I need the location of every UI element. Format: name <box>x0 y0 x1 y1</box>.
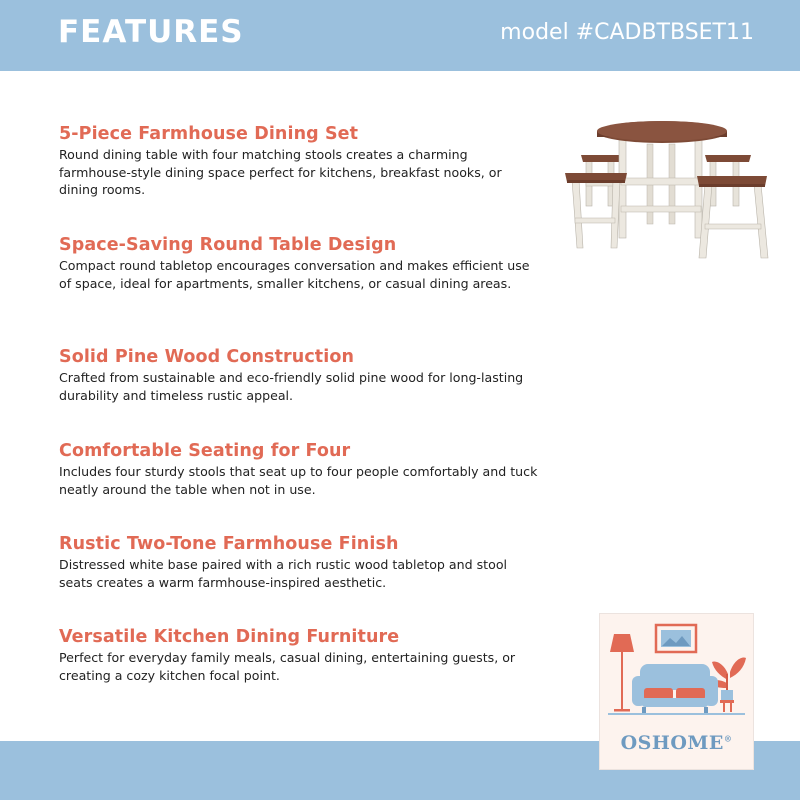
feature-description: Round dining table with four matching stools creates a charming farmhouse-style dining space perfect for kitchens, breakfast nooks, or dining rooms. <box>59 147 502 197</box>
model-number: model #CADBTBSET11 <box>500 20 754 45</box>
dining-set-image <box>555 120 787 270</box>
brand-logo <box>599 613 754 770</box>
feature-item <box>59 534 539 591</box>
registered-mark: ® <box>723 733 733 744</box>
feature-title: Comfortable Seating for Four <box>59 441 351 461</box>
feature-description: Perfect for everyday family meals, casual dining, entertaining guests, or creating a cozy kitchen focal point. <box>59 650 516 683</box>
feature-title: Rustic Two-Tone Farmhouse Finish <box>59 534 399 554</box>
brand-name <box>600 732 753 754</box>
feature-description: Crafted from sustainable and eco-friendly solid pine wood for long-lasting durability and timeless rustic appeal. <box>59 370 524 403</box>
brand-name-text: OSHOME <box>620 732 724 754</box>
feature-item <box>59 235 539 292</box>
stool-front-right <box>697 176 768 258</box>
feature-item <box>59 441 539 498</box>
feature-description: Distressed white base paired with a rich rustic wood tabletop and stool seats creates a warm farmhouse-inspired aesthetic. <box>59 557 508 590</box>
feature-title: 5-Piece Farmhouse Dining Set <box>59 124 359 144</box>
page-title: FEATURES <box>58 14 244 50</box>
feature-title: Versatile Kitchen Dining Furniture <box>59 627 400 647</box>
feature-title: Space-Saving Round Table Design <box>59 235 397 255</box>
feature-title: Solid Pine Wood Construction <box>59 347 355 367</box>
feature-item <box>59 347 539 404</box>
header-band <box>0 0 800 71</box>
feature-item <box>59 124 539 199</box>
feature-description: Includes four sturdy stools that seat up to four people comfortably and tuck neatly around the table when not in use. <box>59 464 538 497</box>
feature-description: Compact round tabletop encourages conversation and makes efficient use of space, ideal for apartments, smaller kitchens, or casual dining areas. <box>59 258 530 291</box>
feature-item <box>59 627 539 684</box>
